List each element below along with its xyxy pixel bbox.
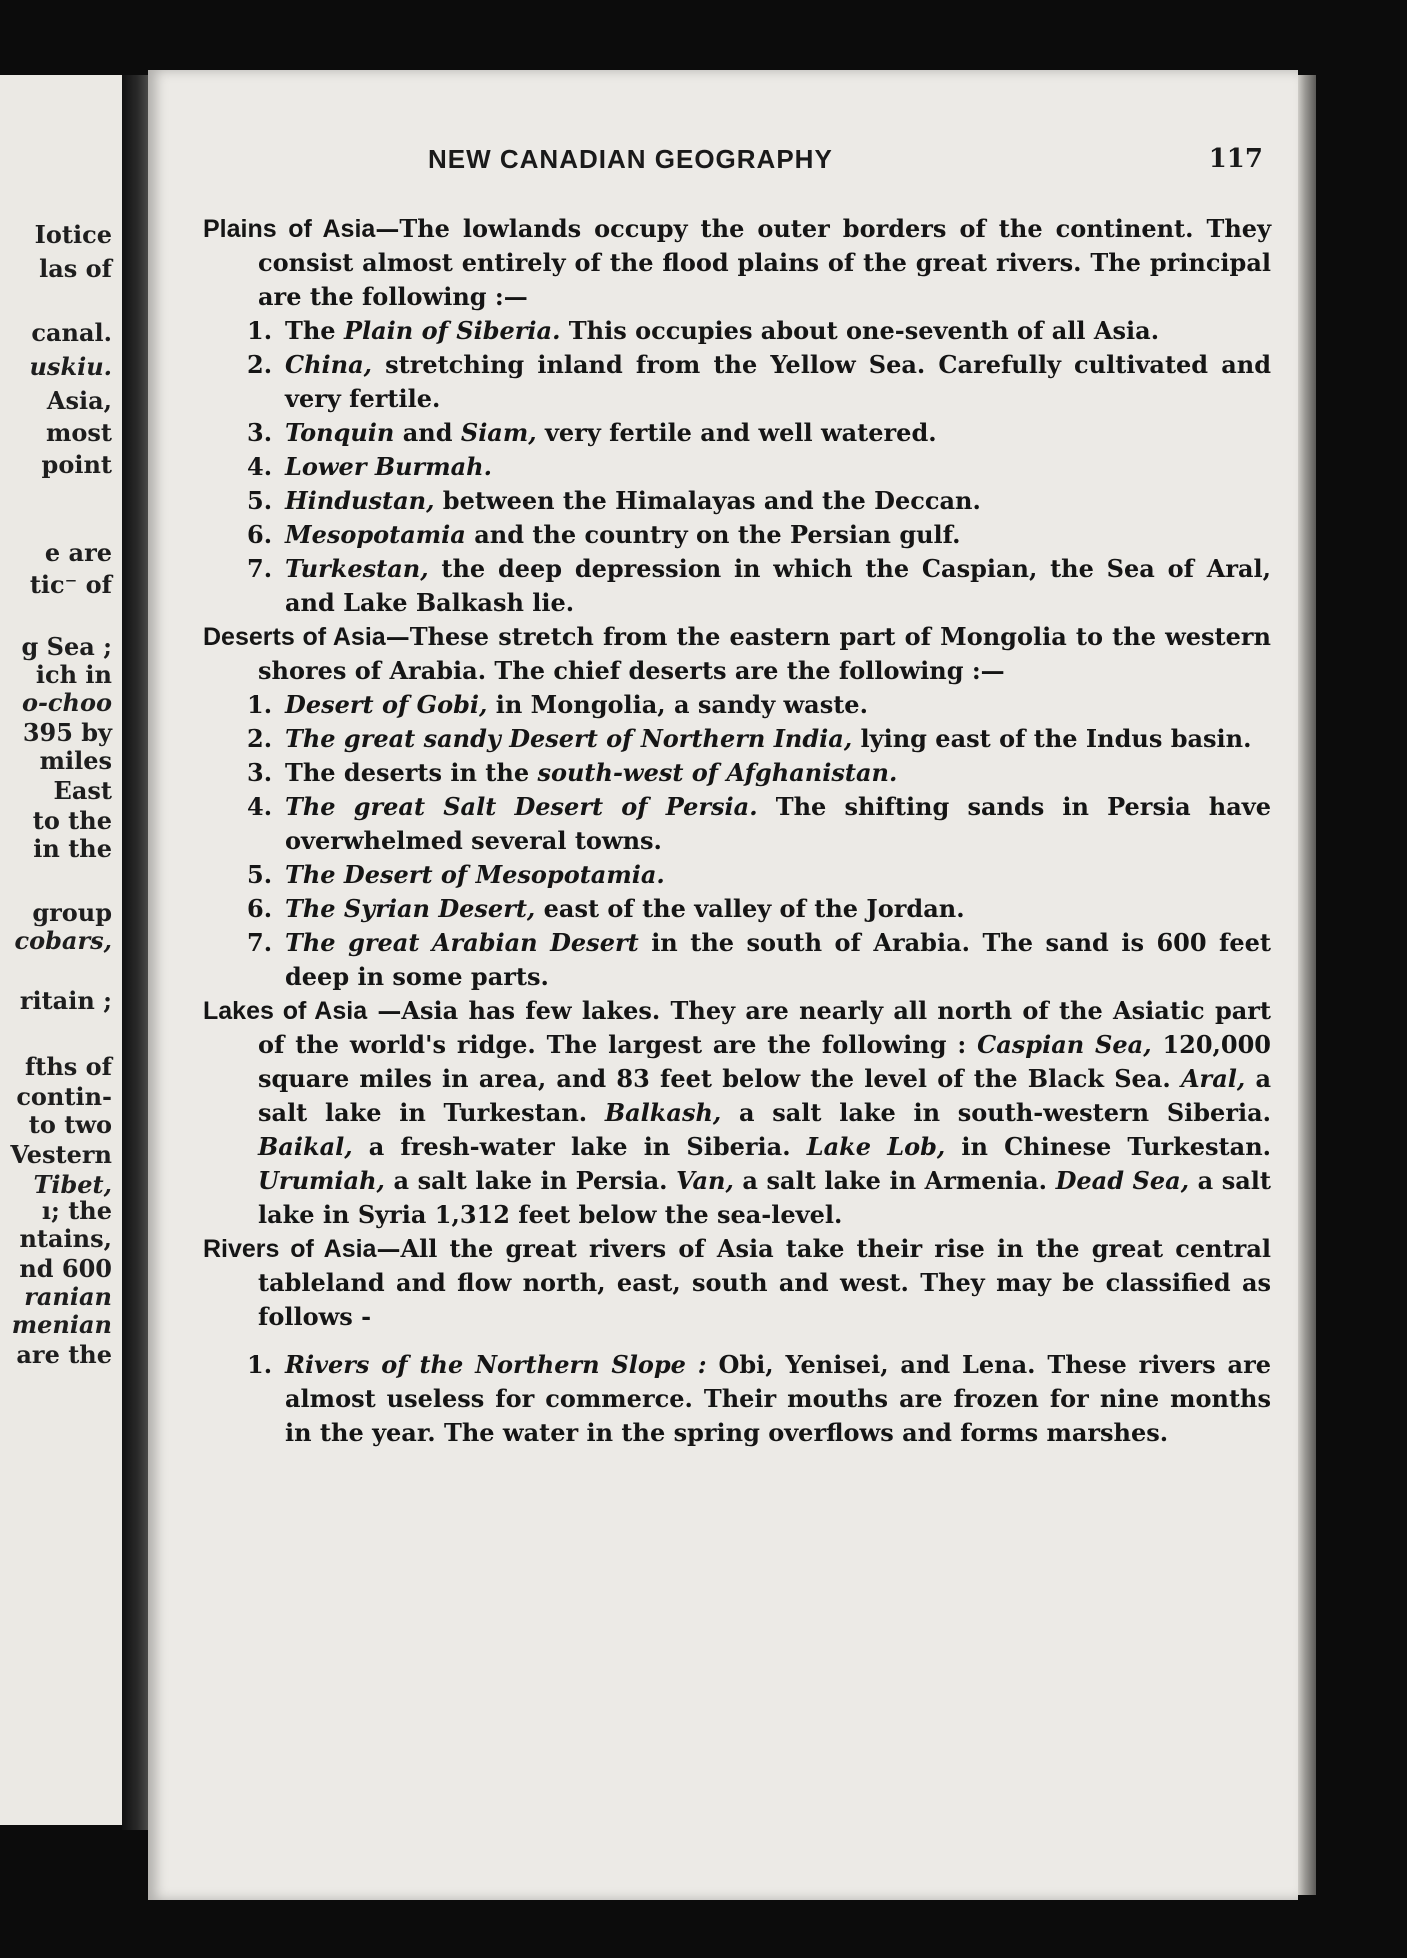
item-number: 7. <box>247 928 273 957</box>
section-heading: Lakes of Asia <box>203 997 368 1025</box>
list-item <box>247 858 1271 892</box>
lake-text: —Asia has few lakes. They are nearly all north of the Asiatic part of the world's ridge. The largest are the following : <box>258 996 1271 1059</box>
left-page-text: g Sea ; <box>21 632 112 661</box>
item-emphasis: The Syrian Desert, <box>285 894 536 923</box>
lake-name: Urumiah, <box>258 1166 385 1195</box>
item-text: very fertile and well watered. <box>536 418 937 447</box>
running-title: NEW CANADIAN GEOGRAPHY <box>428 144 833 174</box>
item-number: 7. <box>247 554 273 583</box>
left-page-text: Tibet, <box>33 1170 112 1199</box>
left-page-text: tic⁻ of <box>29 570 112 599</box>
lake-name: Lake Lob, <box>806 1132 946 1161</box>
item-number: 4. <box>247 452 273 481</box>
lake-text: in Chinese Turkestan. <box>945 1132 1271 1161</box>
lake-text: a salt lake in south-western Siberia. <box>721 1098 1271 1127</box>
left-page-text: Asia, <box>46 386 112 415</box>
item-number: 6. <box>247 894 273 923</box>
item-number: 6. <box>247 520 273 549</box>
list-item <box>247 1348 1271 1450</box>
item-text: in the south of Arabia. The sand is 600 feet deep in some parts. <box>285 928 1271 991</box>
lake-text: a salt lake in Armenia. <box>733 1166 1056 1195</box>
item-number: 2. <box>247 350 273 379</box>
item-text: This occupies about one-seventh of all Asia. <box>560 316 1160 345</box>
list-item <box>247 722 1271 756</box>
item-number: 3. <box>247 758 273 787</box>
item-number: 1. <box>247 690 273 719</box>
lake-text: a salt lake in Persia. <box>384 1166 677 1195</box>
list-item <box>247 926 1271 994</box>
list-item <box>247 450 1271 484</box>
left-page-text: point <box>41 450 112 479</box>
left-page-text: East <box>53 776 112 805</box>
item-text: in Mongolia, a sandy waste. <box>487 690 868 719</box>
item-emphasis: The great sandy Desert of Northern India, <box>285 724 853 753</box>
left-page-text: fths of <box>24 1052 112 1081</box>
item-text: Obi, Yenisei, and Lena. These rivers are almost useless for commerce. Their mouths are frozen for nine months in the year. The water in the spring overflows and forms marshes. <box>285 1350 1271 1447</box>
item-emphasis: Desert of Gobi, <box>285 690 488 719</box>
item-emphasis: The great Arabian Desert <box>285 928 639 957</box>
section-heading: Deserts of Asia <box>203 623 386 651</box>
list-item <box>247 484 1271 518</box>
book-page <box>148 70 1298 1900</box>
left-page-text: cobars, <box>14 926 112 955</box>
item-text: and <box>394 418 461 447</box>
lake-name: Van, <box>676 1166 734 1195</box>
section-intro: —These stretch from the eastern part of Mongolia to the western shores of Arabia. The chief deserts are the following :— <box>258 622 1272 685</box>
deserts-list <box>203 688 1271 994</box>
item-emphasis: Turkestan, <box>285 554 429 583</box>
item-text: the deep depression in which the Caspian, the Sea of Aral, and Lake Balkash lie. <box>285 554 1271 617</box>
item-text: east of the valley of the Jordan. <box>535 894 965 923</box>
lake-text: a salt lake in Syria 1,312 feet below the sea-level. <box>258 1166 1272 1229</box>
item-emphasis: Tonquin <box>285 418 395 447</box>
section-rivers <box>203 1232 1271 1450</box>
page-text <box>203 144 1272 1450</box>
lake-text: a fresh-water lake in Siberia. <box>352 1132 807 1161</box>
item-number: 5. <box>247 860 273 889</box>
lake-name: Caspian Sea, <box>977 1030 1152 1059</box>
item-text: The deserts in the <box>285 758 538 787</box>
left-page-text: Iotice <box>34 220 112 249</box>
section-heading: Plains of Asia <box>203 215 376 243</box>
item-number: 5. <box>247 486 273 515</box>
list-item <box>247 552 1271 620</box>
item-number: 4. <box>247 792 273 821</box>
list-item <box>247 348 1271 416</box>
list-item <box>247 790 1271 858</box>
left-page-text: las of <box>39 254 112 283</box>
list-item <box>247 314 1271 348</box>
left-page-text: ntains, <box>19 1224 112 1253</box>
left-page-text: ritain ; <box>19 986 112 1015</box>
item-number: 1. <box>247 316 273 345</box>
item-text: stretching inland from the Yellow Sea. Carefully cultivated and very fertile. <box>285 350 1271 413</box>
list-item <box>247 688 1271 722</box>
section-deserts <box>203 620 1271 994</box>
item-number: 1. <box>247 1350 273 1379</box>
lake-name: Balkash, <box>604 1098 722 1127</box>
item-text: and the country on the Persian gulf. <box>465 520 961 549</box>
left-page-text: group <box>32 898 112 927</box>
left-page-text: to two <box>28 1110 112 1139</box>
item-text: between the Himalayas and the Deccan. <box>434 486 981 515</box>
left-page-text: ranian <box>24 1282 112 1311</box>
page-number: 117 <box>1208 144 1263 174</box>
list-item <box>247 518 1271 552</box>
left-page-text: uskiu. <box>29 352 112 381</box>
item-emphasis: Lower Burmah. <box>285 452 492 481</box>
left-page-text: contin- <box>16 1082 112 1111</box>
left-page-text: in the <box>33 834 112 863</box>
left-page-fragment <box>0 75 122 1825</box>
item-number: 2. <box>247 724 273 753</box>
left-page-text: e are <box>44 538 112 567</box>
list-item <box>247 756 1271 790</box>
item-emphasis: The Desert of Mesopotamia. <box>285 860 665 889</box>
plains-list <box>203 314 1271 620</box>
left-page-text: ı; the <box>41 1196 112 1225</box>
left-page-text: canal. <box>31 318 112 347</box>
section-plains <box>203 212 1271 620</box>
left-page-text: miles <box>39 746 112 775</box>
item-emphasis: south-west of Afghanistan. <box>537 758 898 787</box>
rivers-list <box>203 1348 1271 1450</box>
left-page-text: o-choo <box>21 688 112 717</box>
item-emphasis: Plain of Siberia. <box>343 316 561 345</box>
lake-name: Dead Sea, <box>1055 1166 1190 1195</box>
section-intro: —The lowlands occupy the outer borders of the continent. They consist almost entirely of the flood plains of the great rivers. The principal are the following :— <box>258 214 1272 311</box>
item-emphasis: The great Salt Desert of Persia. <box>285 792 758 821</box>
item-emphasis: Rivers of the Northern Slope : <box>285 1350 707 1379</box>
list-item <box>247 416 1271 450</box>
page-edge <box>1298 75 1316 1895</box>
left-page-text: 395 by <box>22 718 112 747</box>
section-heading: Rivers of Asia <box>203 1235 377 1263</box>
left-page-text: Vestern <box>10 1140 112 1169</box>
section-lakes <box>203 994 1271 1232</box>
left-page-text: menian <box>11 1310 112 1339</box>
lake-name: Aral, <box>1180 1064 1246 1093</box>
section-intro: —All the great rivers of Asia take their rise in the great central tableland and flow north, east, south and west. They may be classified as follows - <box>258 1234 1271 1331</box>
item-text: The <box>285 316 344 345</box>
item-emphasis: Hindustan, <box>285 486 435 515</box>
lake-text: 120,000 square miles in area, and 83 feet below the level of the Black Sea. <box>258 1030 1271 1093</box>
lake-name: Baikal, <box>258 1132 353 1161</box>
left-page-text: are the <box>16 1340 112 1369</box>
list-item <box>247 892 1271 926</box>
item-text: The shifting sands in Persia have overwhelmed several towns. <box>285 792 1271 855</box>
lake-text: a salt lake in Turkestan. <box>258 1064 1272 1127</box>
left-page-text: to the <box>32 806 112 835</box>
item-number: 3. <box>247 418 273 447</box>
item-emphasis: Siam, <box>460 418 537 447</box>
left-page-text: ich in <box>35 660 112 689</box>
book-gutter <box>122 75 148 1830</box>
left-page-text: most <box>46 418 112 447</box>
item-text: lying east of the Indus basin. <box>852 724 1252 753</box>
running-header <box>203 142 1271 182</box>
item-emphasis: China, <box>285 350 373 379</box>
left-page-text: nd 600 <box>19 1254 112 1283</box>
item-emphasis: Mesopotamia <box>285 520 466 549</box>
